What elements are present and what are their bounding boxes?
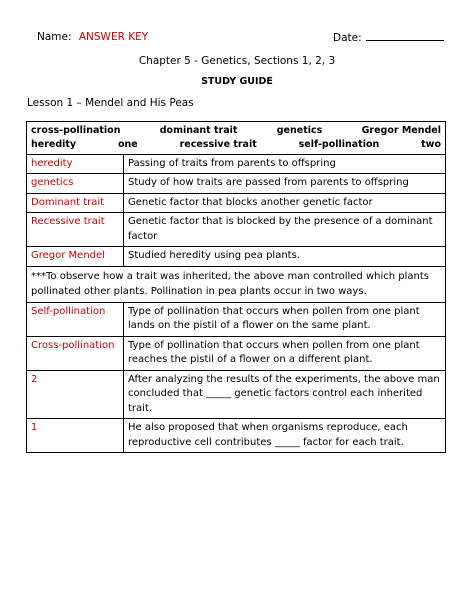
- definition-cell: He also proposed that when organisms reproduce, each reproductive cell contributes _____ factor for each trait.: [124, 419, 446, 453]
- word-bank-word: heredity: [31, 138, 77, 150]
- table-row: [27, 247, 446, 267]
- name-field: [37, 31, 148, 43]
- term-cell: genetics: [27, 174, 124, 194]
- word-bank: [27, 122, 446, 155]
- date-label: Date:: [333, 32, 362, 44]
- term-cell: Self-pollination: [27, 302, 124, 336]
- definition-cell: Type of pollination that occurs when pollen from one plant lands on the pistil of a flower on the same plant.: [124, 302, 446, 336]
- term-cell: Dominant trait: [27, 193, 124, 213]
- term-cell: heredity: [27, 154, 124, 174]
- word-bank-word: two: [421, 138, 441, 150]
- term-cell: 2: [27, 370, 124, 419]
- table-row: [27, 154, 446, 174]
- definition-cell: Passing of traits from parents to offspring: [124, 154, 446, 174]
- table-row: [27, 336, 446, 370]
- definition-cell: Studied heredity using pea plants.: [124, 247, 446, 267]
- term-cell: Cross-pollination: [27, 336, 124, 370]
- word-bank-word: dominant trait: [159, 125, 238, 136]
- word-bank-word: one: [118, 138, 138, 150]
- table-row: [27, 213, 446, 247]
- word-bank-word: Gregor Mendel: [361, 125, 441, 136]
- lesson-heading: Lesson 1 – Mendel and His Peas: [27, 97, 194, 109]
- table-row: [27, 302, 446, 336]
- table-row: [27, 419, 446, 453]
- date-blank-line: [366, 31, 444, 41]
- term-cell: Recessive trait: [27, 213, 124, 247]
- definition-cell: After analyzing the results of the experiments, the above man concluded that _____ genetic factors control each inherited trait.: [124, 370, 446, 419]
- definition-cell: Genetic factor that is blocked by the presence of a dominant factor: [124, 213, 446, 247]
- study-guide-table: [26, 121, 446, 453]
- name-value: ANSWER KEY: [78, 31, 149, 43]
- page-subtitle: STUDY GUIDE: [201, 76, 273, 87]
- table-row: [27, 370, 446, 419]
- word-bank-line-2: [31, 138, 441, 152]
- term-cell: 1: [27, 419, 124, 453]
- term-cell: Gregor Mendel: [27, 247, 124, 267]
- table-row: [27, 174, 446, 194]
- word-bank-line-1: [31, 124, 441, 138]
- note-cell: ***To observe how a trait was inherited, the above man controlled which plants pollinated other plants. Pollination in pea plants occur in two ways.: [27, 266, 446, 302]
- name-label: Name:: [37, 31, 72, 43]
- page-title: Chapter 5 - Genetics, Sections 1, 2, 3: [138, 55, 336, 67]
- date-field: [333, 31, 444, 44]
- word-bank-word: recessive trait: [179, 138, 257, 150]
- definition-cell: Study of how traits are passed from parents to offspring: [124, 174, 446, 194]
- definition-cell: Type of pollination that occurs when pollen from one plant reaches the pistil of a flower on a different plant.: [124, 336, 446, 370]
- word-bank-word: cross-pollination: [31, 125, 121, 136]
- note-row: [27, 266, 446, 302]
- word-bank-row: [27, 122, 446, 155]
- table-row: [27, 193, 446, 213]
- word-bank-word: self-pollination: [298, 138, 380, 150]
- word-bank-word: genetics: [276, 125, 323, 136]
- definition-cell: Genetic factor that blocks another genetic factor: [124, 193, 446, 213]
